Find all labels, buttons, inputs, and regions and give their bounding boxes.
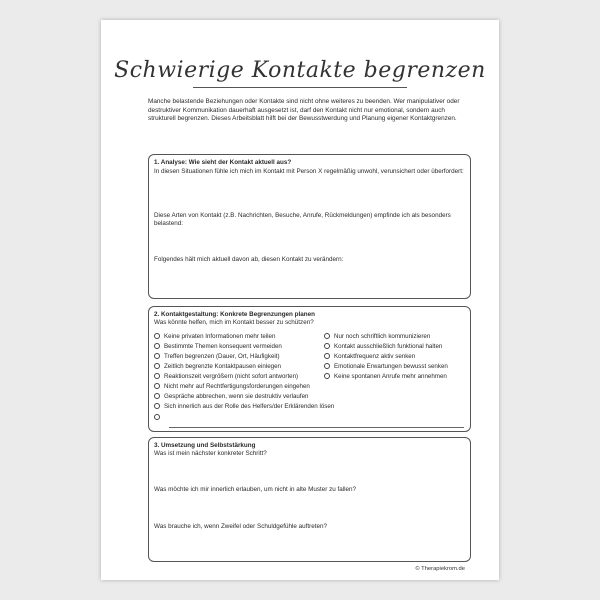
- analysis-question-situations: In diesen Situationen fühle ich mich im Kontakt mit Person X regelmäßig unwohl, verunsichert oder überfordert:: [154, 168, 464, 175]
- radio-circle[interactable]: [324, 353, 330, 359]
- intro-paragraph: Manche belastende Beziehungen oder Kontakte sind nicht ohne weiteres zu beenden. Wer manipulativer oder destruktiver Kommunikation dauerhaft ausgesetzt ist, darf den Kontakt nicht nur emotional, sondern auch strukturell begrenzen. Dieses Arbeitsblatt hilft bei der Bewusstwerdung und Planung eigener Kontaktgrenzen.: [148, 98, 460, 123]
- option-label: Keine privaten Informationen mehr teilen: [164, 333, 276, 340]
- implementation-question-next-step: Was ist mein nächster konkreter Schritt?: [154, 450, 267, 457]
- option-label: Keine spontanen Anrufe mehr annehmen: [334, 373, 447, 380]
- option-reaction-time[interactable]: [154, 372, 298, 381]
- copyright-note: © Therapiekrom.de: [415, 566, 465, 572]
- section-implementation: [148, 437, 471, 562]
- option-reduce-frequency[interactable]: [324, 352, 415, 361]
- section-planning-heading: 2. Kontaktgestaltung: Konkrete Begrenzungen planen: [154, 311, 315, 318]
- option-label: Zeitlich begrenzte Kontaktpausen einlegen: [164, 363, 281, 370]
- radio-circle[interactable]: [154, 403, 160, 409]
- option-functional-only[interactable]: [324, 342, 442, 351]
- planning-question: Was könnte helfen, mich im Kontakt besser zu schützen?: [154, 319, 314, 326]
- page-title: Schwierige Kontakte begrenzen: [114, 58, 486, 83]
- radio-circle[interactable]: [154, 373, 160, 379]
- option-label: Emotionale Erwartungen bewusst senken: [334, 363, 448, 370]
- analysis-question-contact-types: Diese Arten von Kontakt (z.B. Nachrichten, Besuche, Anrufe, Rückmeldungen) empfinde ich als besonders belastend:: [154, 212, 451, 228]
- section-contact-planning: [148, 306, 471, 432]
- radio-circle[interactable]: [154, 383, 160, 389]
- option-end-conversations[interactable]: [154, 392, 308, 401]
- analysis-question-obstacles: Folgendes hält mich aktuell davon ab, diesen Kontakt zu verändern:: [154, 256, 344, 263]
- option-no-private-info[interactable]: [154, 332, 275, 341]
- section-analysis-heading: 1. Analyse: Wie sieht der Kontakt aktuell aus?: [154, 159, 292, 166]
- radio-circle[interactable]: [324, 373, 330, 379]
- option-label: Kontakt ausschließlich funktional halten: [334, 343, 443, 350]
- option-label: Kontaktfrequenz aktiv senken: [334, 353, 416, 360]
- section-implementation-heading: 3. Umsetzung und Selbststärkung: [154, 442, 256, 449]
- option-no-spontaneous-calls[interactable]: [324, 372, 447, 381]
- section-analysis: [148, 154, 471, 299]
- title-underline: [193, 87, 407, 88]
- radio-circle[interactable]: [324, 333, 330, 339]
- option-label: Sich innerlich aus der Rolle des Helfers/der Erklärenden lösen: [164, 403, 335, 410]
- option-label: Treffen begrenzen (Dauer, Ort, Häufigkeit): [164, 353, 280, 360]
- option-limit-meetings[interactable]: [154, 352, 280, 361]
- option-label: Reaktionszeit vergrößern (nicht sofort antworten): [164, 373, 299, 380]
- radio-circle[interactable]: [154, 333, 160, 339]
- option-no-justification[interactable]: [154, 382, 310, 391]
- option-label: Nicht mehr auf Rechtfertigungsforderungen eingehen: [164, 383, 310, 390]
- custom-option-line[interactable]: [169, 427, 464, 428]
- option-lower-expectations[interactable]: [324, 362, 448, 371]
- option-leave-helper-role[interactable]: [154, 402, 334, 411]
- option-contact-breaks[interactable]: [154, 362, 281, 371]
- option-label: Nur noch schriftlich kommunizieren: [334, 333, 431, 340]
- option-label: Bestimmte Themen konsequent vermeiden: [164, 343, 282, 350]
- option-avoid-topics[interactable]: [154, 342, 282, 351]
- radio-circle[interactable]: [154, 393, 160, 399]
- option-written-only[interactable]: [324, 332, 430, 341]
- radio-circle[interactable]: [154, 353, 160, 359]
- implementation-question-permission: Was möchte ich mir innerlich erlauben, um nicht in alte Muster zu fallen?: [154, 486, 357, 493]
- worksheet-page: [101, 20, 499, 580]
- option-label: Gespräche abbrechen, wenn sie destruktiv verlaufen: [164, 393, 309, 400]
- radio-circle[interactable]: [154, 414, 160, 420]
- radio-circle[interactable]: [154, 363, 160, 369]
- implementation-question-doubts: Was brauche ich, wenn Zweifel oder Schuldgefühle auftreten?: [154, 523, 328, 530]
- option-custom[interactable]: [154, 413, 164, 422]
- radio-circle[interactable]: [154, 343, 160, 349]
- radio-circle[interactable]: [324, 363, 330, 369]
- radio-circle[interactable]: [324, 343, 330, 349]
